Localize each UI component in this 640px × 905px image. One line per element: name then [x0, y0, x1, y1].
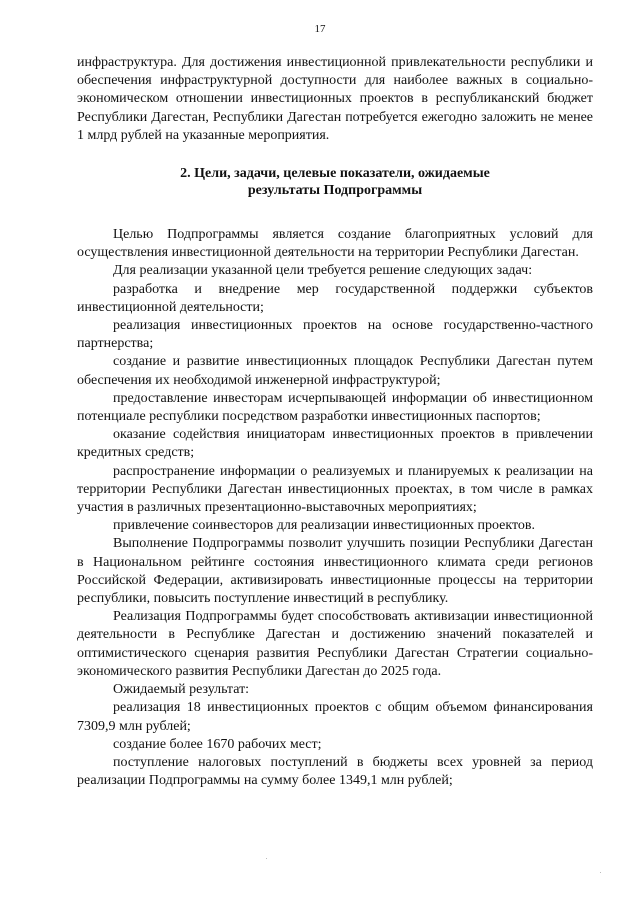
- outcome-paragraph: Выполнение Подпрограммы позволит улучшить позиции Республики Дагестан в Национальном рейтинге состояния инвестиционного климата среди регионов Российской Федерации, активизировать инвестиционные процессы на территории республики, повысить поступление инвестиций в республику.: [77, 536, 593, 607]
- scan-speck: [600, 872, 601, 873]
- tasks-intro-paragraph: Для реализации указанной цели требуется решение следующих задач:: [113, 263, 533, 279]
- expected-result-heading: Ожидаемый результат:: [113, 682, 250, 698]
- task-item: распространение информации о реализуемых и планируемых к реализации на территории Республики Дагестан инвестиционных проектах, в том числе в рамках участия в различных презентационно-выставочных мероприятиях;: [77, 463, 593, 516]
- goal-paragraph: Целью Подпрограммы является создание благоприятных условий для осуществления инвестиционной деятельности на территории Республики Дагестан.: [77, 227, 593, 261]
- task-item: оказание содействия инициаторам инвестиционных проектов в привлечении кредитных средств;: [77, 427, 593, 461]
- task-item: привлечение соинвесторов для реализации инвестиционных проектов.: [113, 518, 536, 534]
- page-number: 17: [314, 23, 326, 35]
- section-heading-line-1: 2. Цели, задачи, целевые показатели, ожидаемые: [180, 166, 490, 182]
- result-item: создание более 1670 рабочих мест;: [113, 736, 322, 752]
- result-item: поступление налоговых поступлений в бюджеты всех уровней за период реализации Подпрограммы на сумму более 1349,1 млн рублей;: [77, 754, 593, 789]
- section-heading-line-2: результаты Подпрограммы: [247, 183, 423, 199]
- task-item: создание и развитие инвестиционных площадок Республики Дагестан путем обеспечения их необходимой инженерной инфраструктурой;: [77, 354, 593, 388]
- task-item: реализация инвестиционных проектов на основе государственно-частного партнерства;: [77, 318, 593, 352]
- intro-paragraph: инфраструктура. Для достижения инвестиционной привлекательности республики и обеспечения инфраструктурной доступности для наиболее важных в социально-экономическом отношении инвестиционных проектов в республиканский бюджет Республики Дагестан, Республики Дагестан потребуется ежегодно заложить не менее 1 млрд рублей на указанные мероприятия.: [77, 55, 593, 143]
- implementation-paragraph: Реализация Подпрограммы будет способствовать активизации инвестиционной деятельности в Республике Дагестан и достижению значений показателей и оптимистического сценария развития Республики Дагестан Стратегии социально-экономического развития Республики Дагестан до 2025 года.: [77, 609, 593, 679]
- scan-speck: [266, 858, 267, 859]
- task-item: разработка и внедрение мер государственной поддержки субъектов инвестиционной деятельности;: [77, 281, 593, 315]
- section-heading: [77, 165, 593, 199]
- task-item: предоставление инвесторам исчерпывающей информации об инвестиционном потенциале республики посредством разработки инвестиционных паспортов;: [77, 390, 593, 425]
- document-body: [77, 54, 593, 790]
- result-item: реализация 18 инвестиционных проектов с общим объемом финансирования 7309,9 млн рублей;: [77, 700, 593, 734]
